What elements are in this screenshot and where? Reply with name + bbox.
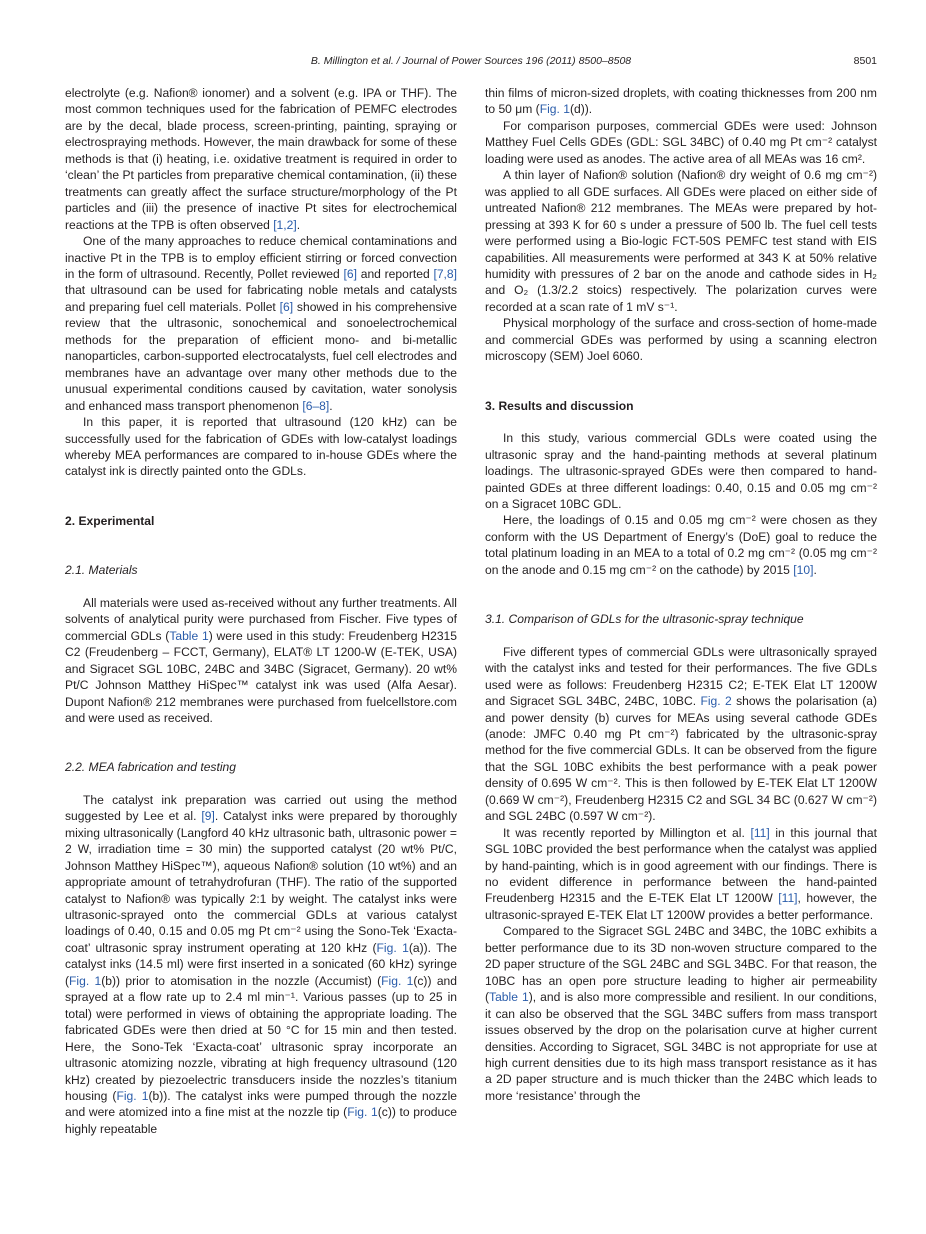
citation-link[interactable]: Fig. 2	[700, 694, 732, 709]
citation-link[interactable]: Table 1	[489, 990, 529, 1005]
section-heading-experimental: 2. Experimental	[65, 513, 155, 528]
citation-link[interactable]: [9]	[201, 809, 215, 824]
paragraph: electrolyte (e.g. Nafion® ionomer) and a solvent (e.g. IPA or THF). The most common techniques used for the fabrication of PEMFC electrodes are by the decal, blade process, screen-printing, painting, spraying or electrospraying methods. However, the main drawback for some of these methods is that (i) heating, i.e. oxidative treatment is required in order to ‘clean’ the Pt particles from preparative chemical contamination, (ii) these treatments can greatly affect the surface structure/morphology of the Pt particles and (iii) the presence of inactive Pt sites for electrochemical reactions at the TPB is often observed [1,2].	[65, 86, 457, 232]
citation-link[interactable]: [10]	[793, 562, 814, 577]
page-number: 8501	[853, 55, 877, 67]
citation-link[interactable]: [6]	[343, 266, 357, 281]
citation-link[interactable]: Fig. 1	[347, 1105, 378, 1120]
paragraph: Physical morphology of the surface and cross-section of home-made and commercial GDEs was performed by using a scanning electron microscopy (SEM) Joel 6060.	[485, 316, 877, 364]
paragraph: For comparison purposes, commercial GDEs were used: Johnson Matthey Fuel Cells GDEs (GDL: SGL 34BC) of 0.40 mg Pt cm⁻² catalyst loading were used as anodes. The active area of all MEAs was 16 cm².	[485, 118, 877, 166]
citation-link[interactable]: Fig. 1	[539, 102, 570, 117]
citation-link[interactable]: [6–8]	[302, 398, 330, 413]
citation-link[interactable]: Table 1	[169, 628, 209, 643]
citation-link[interactable]: [11]	[750, 825, 770, 840]
paragraph: One of the many approaches to reduce chemical contaminations and inactive Pt in the TPB is to employ efficient stirring or forced convection in the form of ultrasound. Recently, Pollet reviewed [6] and reported [7,8] that ultrasound can be used for fabricating noble metals and catalysts and preparing fuel cell materials. Pollet [6] showed in his comprehensive review that the ultrasonic, sonochemical and sonoelectrochemical methods for the preparation of efficient mono- and bi-metallic nanoparticles, carbon-supported electrocatalysts, fuel cell electrodes and membranes have an advantage over many other methods due to the unusual experimental conditions caused by cavitation, water sonolysis and enhanced mass transport phenomenon [6–8].	[65, 234, 457, 413]
citation-link[interactable]: [6]	[279, 299, 294, 314]
citation-link[interactable]: Fig. 1	[376, 940, 409, 955]
subsection-heading-materials: 2.1. Materials	[65, 563, 138, 578]
citation-link[interactable]: [7,8]	[433, 266, 457, 281]
citation-link[interactable]: Fig. 1	[116, 1089, 149, 1104]
citation-link[interactable]: Fig. 1	[69, 973, 102, 988]
paragraph: Five different types of commercial GDLs were ultrasonically sprayed with the catalyst inks and tested for their performances. The five GDLs used were as follows: Freudenberg H2315 C2; E-TEK Elat LT 1200W and Sigracet SGL 34BC, 24BC, 10BC. Fig. 2 shows the polarisation (a) and power density (b) curves for MEAs using several cathode GDEs (anode: JMFC 0.40 mg Pt cm⁻²) fabricated by the ultrasonic-spray method for the five commercial GDLs. It can be observed from the figure that the SGL 10BC exhibits the best performance with a peak power density of 0.695 W cm⁻². This is then followed by E-TEK Elat LT 1200W (0.669 W cm⁻²), Freudenberg H2315 C2 and SGL 34 BC (0.627 W cm⁻²) and SGL 24BC (0.597 W cm⁻²).	[485, 644, 877, 824]
paragraph: Compared to the Sigracet SGL 24BC and 34BC, the 10BC exhibits a better performance due to its 3D non-woven structure compared to the 2D paper structure of the SGL 24BC and SGL 34BC. For that reason, the 10BC has an open pore structure leading to higher air permeability (Table 1), and is also more compressible and resilient. In our conditions, it can also be observed that the SGL 34BC suffers from mass transport issues observed by the drop on the polarisation curve at higher current densities. According to Sigracet, SGL 34BC is not appropriate for use at high current densities due to its high mass transport resistance as it has a 2D paper structure and is much thicker than the 24BC which leads to more ‘resistance’ through the	[485, 924, 877, 1103]
left-column	[65, 85, 457, 1137]
paragraph: The catalyst ink preparation was carried out using the method suggested by Lee et al. [9]. Catalyst inks were prepared by thoroughly mixing ultrasonically (Langford 40 kHz ultrasonic bath, ultrasonic power = 2 W, irradiation time = 30 min) the supported catalyst (20 wt% Pt/C, Johnson Matthey HiSpec™), aqueous Nafion® solution (10 wt%) and an appropriate amount of tetrahydrofuran (THF). The ratio of the supported catalyst to Nafion® was typically 2:1 by weight. The catalyst inks were ultrasonic-sprayed onto the commercial GDLs at various catalyst loadings of 0.40, 0.15 and 0.05 mg Pt cm⁻² using the Sono-Tek ‘Exacta-coat’ ultrasonic spray instrument operating at 120 kHz (Fig. 1(a)). The catalyst inks (14.5 ml) were first inserted in a sonicated (60 kHz) syringe (Fig. 1(b)) prior to atomisation in the nozzle (Accumist) (Fig. 1(c)) and sprayed at a flow rate up to 2.4 ml min⁻¹. Various passes (up to 25 in total) were performed in views of obtaining the appropriate loading. The fabricated GDEs were then dried at 50 °C for 15 min and then tested. Here, the Sono-Tek ‘Exacta-coat’ ultrasonic spray incorporate an ultrasonic atomizing nozzle, vibrating at high frequency ultrasound (120 kHz) created by piezoelectric transducers inside the nozzles’s titanium housing (Fig. 1(b)). The catalyst inks were pumped through the nozzle and were atomized into a fine mist at the nozzle tip (Fig. 1(c)) to produce highly repeatable	[65, 792, 457, 1136]
running-header: B. Millington et al. / Journal of Power Sources 196 (2011) 8500–8508	[310, 55, 632, 67]
right-column	[485, 85, 877, 1104]
section-heading-results: 3. Results and discussion	[485, 398, 634, 413]
paragraph: In this paper, it is reported that ultrasound (120 kHz) can be successfully used for the fabrication of GDEs with low-catalyst loadings whereby MEA performances are compared to in-house GDEs where the catalyst ink is directly painted onto the GDLs.	[65, 415, 457, 479]
paragraph: A thin layer of Nafion® solution (Nafion® dry weight of 0.6 mg cm⁻²) was applied to all GDE surfaces. All GDEs were placed on either side of untreated Nafion® 212 membranes. The MEAs were prepared by hot-pressing at 393 K for 60 s under a pressure of 500 lb. The fuel cell tests were performed using a Bio-logic FCT-50S PEMFC test stand with EIS capabilities. All measurements were performed at 343 K at 50% relative humidity with pressures of 2 bar on the anode and cathode sides in H₂ and O₂ (1.3/2.2 stoics) respectively. The polarization curves were recorded at a scan rate of 1 mV s⁻¹.	[485, 168, 877, 314]
citation-link[interactable]: [1,2]	[273, 217, 297, 232]
paragraph: It was recently reported by Millington et al. [11] in this journal that SGL 10BC provided the best performance when the catalyst was applied by hand-painting, which is in good agreement with our findings. There is no evident difference in performance between the hand-painted Freudenberg H2315 and the E-TEK Elat LT 1200W [11], however, the ultrasonic-sprayed E-TEK Elat LT 1200W provides a better performance.	[485, 825, 878, 922]
paragraph: In this study, various commercial GDLs were coated using the ultrasonic spray and the hand-painting methods at several platinum loadings. The ultrasonic-sprayed GDEs were then compared to hand-painted GDEs at three different loadings: 0.40, 0.15 and 0.05 mg cm⁻² on a Sigracet 10BC GDL.	[485, 431, 877, 511]
citation-link[interactable]: Fig. 1	[381, 973, 414, 988]
paragraph: All materials were used as-received without any further treatments. All solvents of analytical purity were purchased from Fischer. Five types of commercial GDLs (Table 1) were used in this study: Freudenberg H2315 C2 (Freudenberg – FCCT, Germany), ELAT® LT 1200-W (E-TEK, USA) and Sigracet SGL 10BC, 24BC and 34BC (Sigracet, Germany). 20 wt% Pt/C Johnson Matthey HiSpec™ catalyst ink was used (Alfa Aesar). Dupont Nafion® 212 membranes were purchased from fuelcellstore.com and were used as received.	[65, 595, 458, 725]
subsection-heading-mea: 2.2. MEA fabrication and testing	[65, 760, 236, 775]
subsection-heading-comparison: 3.1. Comparison of GDLs for the ultrasonic-spray technique	[485, 612, 804, 627]
paragraph: Here, the loadings of 0.15 and 0.05 mg cm⁻² were chosen as they conform with the US Department of Energy’s (DoE) goal to reduce the total platinum loading in an MEA to a total of 0.2 mg cm⁻² (0.05 mg cm⁻² on the anode and 0.15 mg cm⁻² on the cathode) by 2015 [10].	[485, 513, 877, 577]
paragraph: thin films of micron-sized droplets, with coating thicknesses from 200 nm to 50 μm (Fig. 1(d)).	[485, 86, 877, 117]
citation-link[interactable]: [11]	[778, 891, 798, 906]
